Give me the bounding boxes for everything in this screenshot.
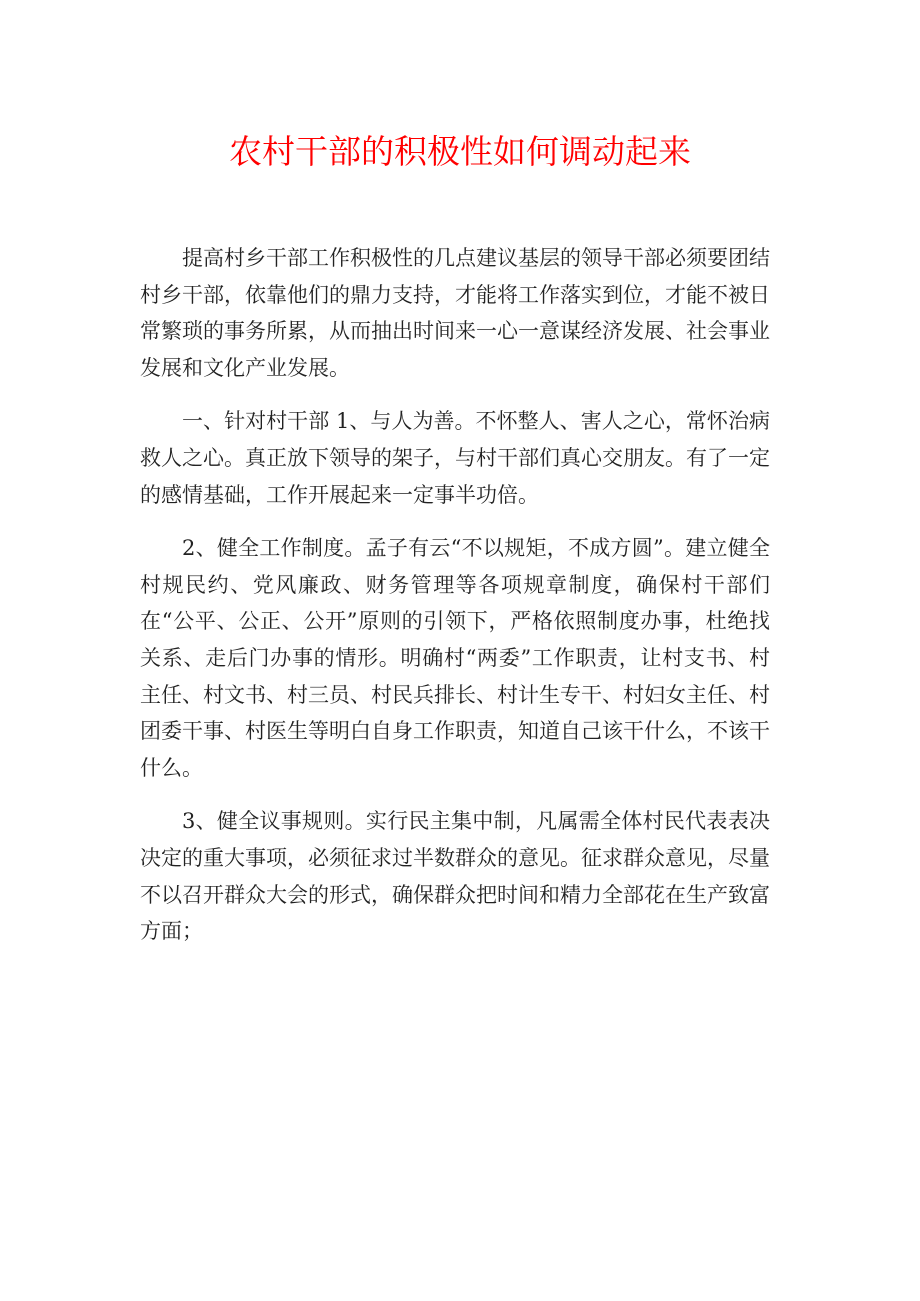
document-body <box>140 240 770 967</box>
paragraph-intro: 提高村乡干部工作积极性的几点建议基层的领导干部必须要团结村乡干部，依靠他们的鼎力支持，才能将工作落实到位，才能不被日常繁琐的事务所累，从而抽出时间来一心一意谋经济发展、社会事业发展和文化产业发展。 <box>140 246 770 380</box>
paragraph-1: 一、针对村干部 1、与人为善。不怀整人、害人之心，常怀治病救人之心。真正放下领导的架子，与村干部们真心交朋友。有了一定的感情基础，工作开展起来一定事半功倍。 <box>140 409 770 507</box>
document-title: 农村干部的积极性如何调动起来 <box>229 132 691 171</box>
paragraph-2: 2、健全工作制度。孟子有云“不以规矩，不成方圆”。建立健全村规民约、党风廉政、财务管理等各项规章制度，确保村干部们在“公平、公正、公开”原则的引领下，严格依照制度办事，杜绝找关系、走后门办事的情形。明确村“两委”工作职责，让村支书、村主任、村文书、村三员、村民兵排长、村计生专干、村妇女主任、村团委干事、村医生等明白自身工作职责，知道自己该干什么，不该干什么。 <box>140 536 770 780</box>
paragraph-3: 3、健全议事规则。实行民主集中制，凡属需全体村民代表表决决定的重大事项，必须征求过半数群众的意见。征求群众意见，尽量不以召开群众大会的形式，确保群众把时间和精力全部花在生产致富方面； <box>140 809 770 944</box>
